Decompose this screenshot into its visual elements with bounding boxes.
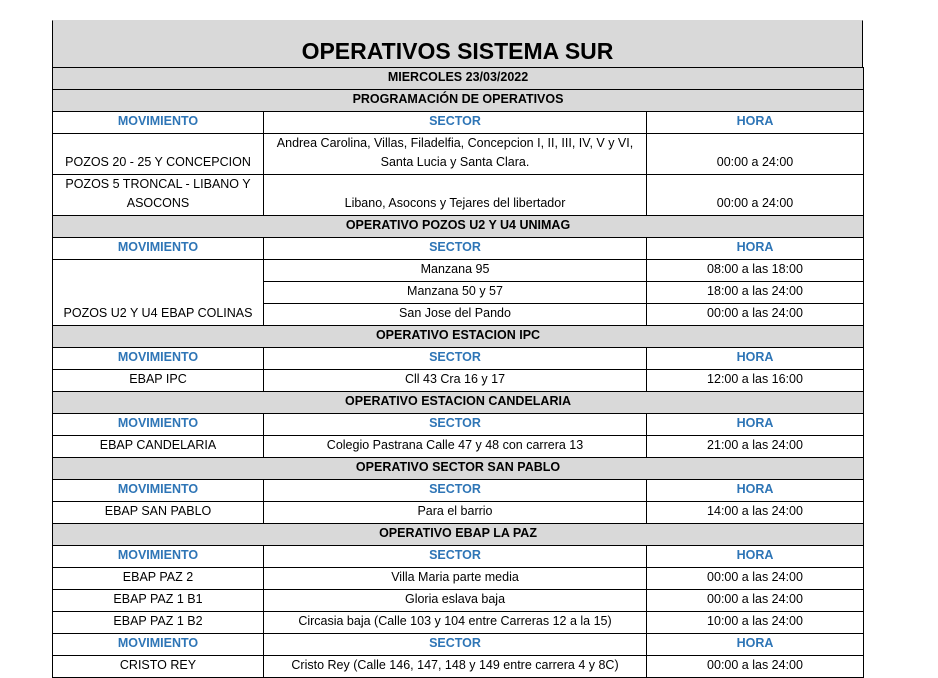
- cell-hora: 08:00 a las 18:00: [647, 260, 864, 282]
- header-movimiento: MOVIMIENTO: [53, 348, 264, 370]
- section-title: OPERATIVO POZOS U2 Y U4 UNIMAG: [53, 216, 864, 238]
- header-movimiento: MOVIMIENTO: [53, 238, 264, 260]
- section-title: OPERATIVO ESTACION IPC: [53, 326, 864, 348]
- schedule-table: [52, 67, 864, 678]
- table-row: [53, 612, 864, 634]
- cell-movimiento: POZOS 5 TRONCAL - LIBANO Y ASOCONS: [53, 175, 264, 216]
- table-row: [53, 370, 864, 392]
- cell-sector: Villa Maria parte media: [264, 568, 647, 590]
- cell-movimiento: EBAP CANDELARIA: [53, 436, 264, 458]
- header-sector: SECTOR: [264, 348, 647, 370]
- cell-hora: 00:00 a las 24:00: [647, 656, 864, 678]
- sheet-title: OPERATIVOS SISTEMA SUR: [52, 20, 863, 67]
- header-sector: SECTOR: [264, 238, 647, 260]
- header-hora: HORA: [647, 414, 864, 436]
- cell-hora: 00:00 a las 24:00: [647, 568, 864, 590]
- date-row: [53, 68, 864, 90]
- cell-hora: 00:00 a las 24:00: [647, 304, 864, 326]
- section-title-row: [53, 90, 864, 112]
- header-movimiento: MOVIMIENTO: [53, 112, 264, 134]
- section-title-row: [53, 326, 864, 348]
- header-sector: SECTOR: [264, 634, 647, 656]
- table-row: [53, 436, 864, 458]
- section-title-row: [53, 524, 864, 546]
- cell-movimiento: EBAP PAZ 1 B1: [53, 590, 264, 612]
- date-cell: MIERCOLES 23/03/2022: [53, 68, 864, 90]
- cell-movimiento: EBAP PAZ 2: [53, 568, 264, 590]
- section-title: OPERATIVO ESTACION CANDELARIA: [53, 392, 864, 414]
- cell-sector: Cristo Rey (Calle 146, 147, 148 y 149 entre carrera 4 y 8C): [264, 656, 647, 678]
- cell-sector: Andrea Carolina, Villas, Filadelfia, Concepcion I, II, III, IV, V y VI, Santa Lucia y Santa Clara.: [264, 134, 647, 175]
- header-movimiento: MOVIMIENTO: [53, 480, 264, 502]
- header-hora: HORA: [647, 480, 864, 502]
- column-header-row: [53, 480, 864, 502]
- cell-hora: 14:00 a las 24:00: [647, 502, 864, 524]
- cell-sector: Manzana 50 y 57: [264, 282, 647, 304]
- cell-sector: Para el barrio: [264, 502, 647, 524]
- cell-sector: Manzana 95: [264, 260, 647, 282]
- cell-movimiento: CRISTO REY: [53, 656, 264, 678]
- header-hora: HORA: [647, 348, 864, 370]
- cell-hora: 12:00 a las 16:00: [647, 370, 864, 392]
- cell-movimiento: EBAP SAN PABLO: [53, 502, 264, 524]
- column-header-row: [53, 112, 864, 134]
- cell-movimiento: POZOS U2 Y U4 EBAP COLINAS: [53, 260, 264, 326]
- column-header-row: [53, 546, 864, 568]
- cell-hora: 21:00 a las 24:00: [647, 436, 864, 458]
- column-header-row: [53, 238, 864, 260]
- section-title-row: [53, 216, 864, 238]
- header-sector: SECTOR: [264, 112, 647, 134]
- header-sector: SECTOR: [264, 546, 647, 568]
- section-title: OPERATIVO SECTOR SAN PABLO: [53, 458, 864, 480]
- header-sector: SECTOR: [264, 414, 647, 436]
- section-title-row: [53, 458, 864, 480]
- table-row: [53, 260, 864, 282]
- header-hora: HORA: [647, 634, 864, 656]
- cell-movimiento: EBAP PAZ 1 B2: [53, 612, 264, 634]
- column-header-row: [53, 634, 864, 656]
- cell-hora: 00:00 a 24:00: [647, 134, 864, 175]
- cell-movimiento: EBAP IPC: [53, 370, 264, 392]
- section-title: PROGRAMACIÓN DE OPERATIVOS: [53, 90, 864, 112]
- column-header-row: [53, 348, 864, 370]
- header-movimiento: MOVIMIENTO: [53, 414, 264, 436]
- table-row: [53, 502, 864, 524]
- section-title-row: [53, 392, 864, 414]
- table-row: [53, 175, 864, 216]
- cell-sector: Gloria eslava baja: [264, 590, 647, 612]
- header-hora: HORA: [647, 238, 864, 260]
- cell-movimiento: POZOS 20 - 25 Y CONCEPCION: [53, 134, 264, 175]
- section-title: OPERATIVO EBAP LA PAZ: [53, 524, 864, 546]
- cell-sector: Cll 43 Cra 16 y 17: [264, 370, 647, 392]
- header-sector: SECTOR: [264, 480, 647, 502]
- cell-hora: 00:00 a 24:00: [647, 175, 864, 216]
- cell-sector: Libano, Asocons y Tejares del libertador: [264, 175, 647, 216]
- table-row: [53, 134, 864, 175]
- table-row: [53, 590, 864, 612]
- cell-hora: 18:00 a las 24:00: [647, 282, 864, 304]
- header-movimiento: MOVIMIENTO: [53, 634, 264, 656]
- header-movimiento: MOVIMIENTO: [53, 546, 264, 568]
- column-header-row: [53, 414, 864, 436]
- cell-hora: 10:00 a las 24:00: [647, 612, 864, 634]
- header-hora: HORA: [647, 546, 864, 568]
- cell-sector: San Jose del Pando: [264, 304, 647, 326]
- header-hora: HORA: [647, 112, 864, 134]
- cell-sector: Colegio Pastrana Calle 47 y 48 con carrera 13: [264, 436, 647, 458]
- schedule-sheet: [52, 20, 863, 678]
- cell-sector: Circasia baja (Calle 103 y 104 entre Carreras 12 a la 15): [264, 612, 647, 634]
- table-row: [53, 568, 864, 590]
- cell-hora: 00:00 a las 24:00: [647, 590, 864, 612]
